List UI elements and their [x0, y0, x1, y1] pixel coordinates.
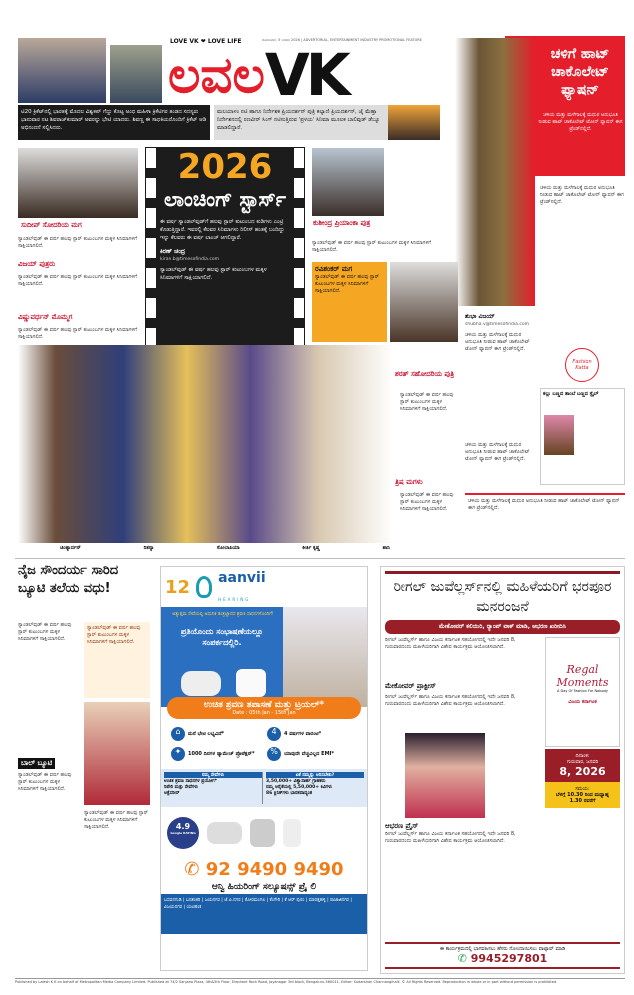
section-label: ಶರತ್ ಸಹೋದರಿಯ ಪುತ್ರಿ — [395, 370, 455, 378]
four-icon: 4 — [267, 727, 281, 741]
bride-photo — [84, 702, 150, 805]
beauty-body: ಸ್ಯಾಂಡಲ್‌ವುಡ್ ಈ ವರ್ಷ ಹಲವು ಸ್ಟಾರ್ ಕುಟುಂಬಗಳ ಮಕ್ಕಳ ಸಿನಿಮಾಗಳಿಗೆ ಸಾಕ್ಷಿಯಾಗಲಿದೆ. — [18, 622, 72, 642]
offer-title: ಉಚಿತ ಶ್ರವಣ ತಪಾಸಣೆ ಮತ್ತು ಟ್ರಯಲ್* — [203, 700, 325, 710]
ad-tag1: ಅತ್ಯುತ್ತಮ ಸೇವೆಯಲ್ಲಿ ಅಧುನಿಕ ತಂತ್ರಜ್ಞಾನದ ಶ್ರವಣ ಸಾಧನಗಳೊಂದಿಗೆ! — [172, 612, 274, 617]
ear-icon — [196, 576, 212, 598]
feature-title: ಲಾಂಚಿಂಗ್ ಸ್ಟಾರ್ಸ್ — [163, 187, 287, 211]
event-time-box: ಸಮಯ: ಬೆಳಗ್ಗೆ 10.30 ರಿಂದ ಮಧ್ಯಾಹ್ನ 1.30 ರವರೆಗೆ — [545, 782, 620, 808]
fashion-byline: ಶುಭಾ ವಿಜಯ್ — [465, 313, 495, 320]
model-photo — [455, 38, 535, 306]
star-name: ಚಿಂತ್ಯಾರ್ದನ್ — [60, 545, 81, 551]
event-date-box: ದಿನಾಂಕ: ಗುರುವಾರ, ಜನವರಿ 8, 2026 — [545, 749, 620, 782]
dateline: ಸೋಮವಾರ, 5 ಜನವರಿ 2026 | ADVERTORIAL, ENTERTAINMENT INDUSTRY PROMOTIONAL FEATURE — [262, 38, 422, 42]
regal-body: ರೀಗಲ್ ಜುವೆಲ್ಲರ್ಸ್ ಹಾಗೂ ವಿಜಯ ಕರ್ನಾಟಕ ಸಹಯೋಗದಲ್ಲಿ ಇದೇ ಜನವರಿ 8, ಗುರುವಾರದಂದು ಮಹಿಳೆಯರಿಗಾಗಿ ವಿಶೇಷ ಕಾರ್ಯಕ್ರಮ ಆಯೋಜಿಸಲಾಗಿದೆ. — [385, 637, 516, 650]
logo — [168, 46, 458, 104]
regal-body: ರೀಗಲ್ ಜುವೆಲ್ಲರ್ಸ್ ಹಾಗೂ ವಿಜಯ ಕರ್ನಾಟಕ ಸಹಯೋಗದಲ್ಲಿ ಇದೇ ಜನವರಿ 8, ಗುರುವಾರದಂದು ಮಹಿಳೆಯರಿಗಾಗಿ ವಿಶೇಷ ಕಾರ್ಯಕ್ರಮ ಆಯೋಜಿಸಲಾಗಿದೆ. — [385, 831, 516, 844]
regal-subhead: ಆಭರಣ ಪ್ರೈಸ್ — [385, 822, 419, 830]
article-text: ಸ್ಯಾಂಡಲ್‌ವುಡ್ ಈ ವರ್ಷ ಹಲವು ಸ್ಟಾರ್ ಕುಟುಂಬಗಳ ಮಕ್ಕಳ ಸಿನಿಮಾಗಳಿಗೆ ಸಾಕ್ಷಿಯಾಗಲಿದೆ. — [315, 274, 379, 294]
star-name: ಸೋಲಾಪಿಯಾ — [216, 545, 240, 551]
section-label: ವಿಷ್ಣುವರ್ಧನ್ ಮೊಮ್ಮಗ — [18, 313, 73, 321]
bulb-icon: ✦ — [171, 747, 185, 761]
fashion-email: shubha.v@timesofindia.com — [465, 322, 529, 327]
locations: ಬಸವನಗುಡಿ | ಬನಶಂಕರಿ | ಜಯನಗರ | ಜೆ.ಪಿ.ನಗರ | ಕೋರಮಂಗಲ | ಕೆಂಗೇರಿ | ಕೆ ಆರ್ ಪುರಂ | ಮಾರತ್ತಹಳ್ಳಿ | ರಾಜಾಜಿನಗರ | ವಿಜಯನಗರ | ಯಲಹಂಕ — [161, 894, 367, 934]
fashion-body: ಚಳಿಯ ಮತ್ತು ಮಳೆಗಾಲಕ್ಕೆ ಮಧುರ ಅನುಭೂತಿ ನೀಡುವ ಹಾಟ್ ಚಾಕೊಲೇಟ್ ಟೋನ್ ಫ್ಯಾಷನ್ ಈಗ ಟ್ರೆಂಡ್‌ನಲ್ಲಿದೆ. — [468, 498, 620, 511]
cricket-caption: ಟಿ20 ಕ್ರಿಕೆಟ್‌ನಲ್ಲಿ ಭಾರತಕ್ಕೆ ಮೊದಲ ವಿಶ್ವಕಪ್ ಗೆದ್ದು ಕೊಟ್ಟ ಅಂಧ ಮಹಿಳಾ ಕ್ರಿಕೆಟಿಗರ ತಂಡದ ಸದಸ್ಯರು ಭಾನುವಾರ ನಟ ಶಿವರಾಜ್‌ಕುಮಾರ್ ಅವರನ್ನು ಭೇಟಿ ಯಾದರು. ಶಿವಣ್ಣ ಈ ಸಾಧಕಿಯರೊಂದಿಗೆ ಕ್ರಿಕೆಟ್ ಆಡಿ ಅಭಿನಂದನೆ ಸಲ್ಲಿಸಿದರು. — [18, 105, 210, 140]
section-label: ವಿಜಯ್ ಪುತ್ರರು — [18, 260, 56, 268]
star-name: ಕೀರ್ತಿ ಕೃಷ್ಣ — [302, 545, 320, 551]
aanvii-ad: 12 aanvii HEARING ಅತ್ಯುತ್ತಮ ಸೇವೆಯಲ್ಲಿ ಅಧುನಿಕ ತಂತ್ರಜ್ಞಾನದ ಶ್ರವಣ ಸಾಧನಗಳೊಂದಿಗೆ! ಪ್ರತಿಯೊಂದು ಸಂಭಾಷಣೆಯಲ್ಲೂ ಸಂಪರ್ಕದಲ್ಲಿರಿ. ಉಚಿತ ಶ್ರವಣ ತಪಾಸಣೆ ಮತ್ತು ಟ್ರಯಲ್* Date : 05th Jan - 15th Jan ⌂ ಮನೆ ಭೇಟಿ ಲಭ್ಯವಿದೆ* 4 4 ವರ್ಷಗಳ ವಾರಂಟಿ* ✦ 1000 ದಿನಗಳ ಡ್ಯಾಮೇಜ್ ಪ್ರೊಟೆಕ್ಷನ್* % ಯಾವುದೇ ವೆಚ್ಚವಿಲ್ಲದ EMI* ನಮ್ಮ ಸೇವೆಗಳು ಉಚಿತ ಶ್ರವಣ ಸಾಧನಗಳ ಪ್ರಯೋಗ* ರಿಪೇರಿ ಮತ್ತು ಸೇವೆಗಳು ಆಕ್ಸೆಸರೀಸ್ ಏಕೆ ನಮ್ಮನ್ನು ಆರಿಸಬೇಕು? 3,50,000+ ವಿಶ್ವಾಸಾರ್ಹ ಗ್ರಾಹಕರು ನಮ್ಮ ಆರೈಕೆಯಲ್ಲಿ 5,50,000+ ಕಿವಿಗಳು 86 ಕ್ಲಿನಿಕ್‌ಗಳು ಭಾರತದಾದ್ಯಂತ 4.9 Google RATING ✆ 92 9490 9490 ಆನ್ವಿ ಹಿಯರಿಂಗ್ ಸಲ್ಯೂಷನ್ಸ್ ಪ್ರೈ ಲಿ ಬಸವನಗುಡಿ | ಬನಶಂಕರಿ | ಜಯನಗರ | ಜೆ.ಪಿ.ನಗರ | ಕೋರಮಂಗಲ | ಕೆಂಗೇರಿ | ಕೆ ಆರ್ ಪುರಂ | ಮಾರತ್ತಹಳ್ಳಿ | ರಾಜಾಜಿನಗರ | ವಿಜಯನಗರ | ಯಲಹಂಕ — [160, 566, 368, 971]
byline-email: kiran.b@timesofindia.com — [160, 257, 219, 262]
fashion-body: ಚಳಿಯ ಮತ್ತು ಮಳೆಗಾಲಕ್ಕೆ ಮಧುರ ಅನುಭೂತಿ ನೀಡುವ ಹಾಟ್ ಚಾಕೊಲೇಟ್ ಟೋನ್ ಫ್ಯಾಷನ್ ಈಗ ಟ್ರೆಂಡ್‌ನಲ್ಲಿದೆ. — [465, 332, 530, 352]
star-name: ರಿತನ್ಯಾ — [143, 545, 155, 551]
section-label: ಕುಶೀಂದ್ರ ಪ್ರಿಯಾಂಕಾ ಪುತ್ರ — [312, 218, 452, 229]
launch-stars-photo — [18, 345, 393, 543]
feature-intro: ಈ ವರ್ಷ ಸ್ಯಾಂಡಲ್‌ವುಡ್‌ಗೆ ಹಲವು ಸ್ಟಾರ್ ಕುಟುಂಬದ ಕುಡಿಗಳು ಎಂಟ್ರಿ ಕೊಡುತ್ತಿದ್ದಾರೆ. ಇವರಲ್ಲಿ ಕೆಲವರ ಸಿನಿಮಾಗಳು ರಿಲೀಸ್ ಹಂತಕ್ಕೆ ಬಂದಿದ್ದು ಇನ್ನು ಕೆಲವರು ಈ ವರ್ಷ ಲಾಂಚ್ ಆಗಲಿದ್ದಾರೆ. — [160, 219, 285, 241]
regal-headline: ರೀಗಲ್ ಜುವೆಲ್ಲರ್ಸ್‌ನಲ್ಲಿ ಮಹಿಳೆಯರಿಗೆ ಭರಪೂರ ಮನರಂಜನೆ — [393, 579, 612, 615]
imprint: Published by Lalesh K K on behalf of Metropolitan Media Company Limited. Published at 74/2 Sanjana Plaza, 4th&5th Floor, Elephant Rock Road, Jayanagar 3rd block, Bengaluru-560011. Editor: Sudarshan Channangihalli. © All Rights Reserved. Reproduction in whole or in part without permission is prohibited. — [15, 978, 625, 985]
regal-moments-logo: Regal Moments A Day Of Fashion For Nobody ವಿಜಯ ಕರ್ನಾಟಕ — [545, 637, 620, 747]
percent-icon: % — [267, 747, 281, 761]
fashion-katta-logo: Fashion Katta — [565, 348, 599, 382]
fashion-note-box — [540, 388, 625, 485]
article-text: ಸ್ಯಾಂಡಲ್‌ವುಡ್ ಈ ವರ್ಷ ಹಲವು ಸ್ಟಾರ್ ಕುಟುಂಬಗಳ ಮಕ್ಕಳ ಸಿನಿಮಾಗಳಿಗೆ ಸಾಕ್ಷಿಯಾಗಲಿದೆ. — [18, 236, 137, 249]
brand-sub: HEARING — [218, 596, 251, 602]
feature-body: ಸ್ಯಾಂಡಲ್‌ವುಡ್ ಈ ವರ್ಷ ಹಲವು ಸ್ಟಾರ್ ಕುಟುಂಬಗಳ ಮಕ್ಕಳ ಸಿನಿಮಾಗಳಿಗೆ ಸಾಕ್ಷಿಯಾಗಲಿದೆ. — [160, 267, 267, 281]
sudeep-nephew-photo — [18, 148, 138, 218]
couple-photo — [283, 607, 368, 707]
google-rating-badge: 4.9 Google RATING — [167, 817, 199, 849]
regal-article — [380, 566, 625, 974]
star-names — [60, 545, 390, 551]
phone-icon: ✆ — [184, 859, 206, 880]
ravishankar-box — [312, 262, 387, 342]
fashion-body: ಚಳಿಯ ಮತ್ತು ಮಳೆಗಾಲಕ್ಕೆ ಮಧುರ ಅನುಭೂತಿ ನೀಡುವ ಹಾಟ್ ಚಾಕೊಲೇಟ್ ಟೋನ್ ಫ್ಯಾಷನ್ ಈಗ ಟ್ರೆಂಡ್‌ನಲ್ಲಿದೆ. — [465, 442, 530, 462]
fashion-article: ಚಳಿಯ ಮತ್ತು ಮಳೆಗಾಲಕ್ಕೆ ಮಧುರ ಅನುಭೂತಿ ನೀಡುವ ಹಾಟ್ ಚಾಕೊಲೇಟ್ ಟೋನ್ ಫ್ಯಾಷನ್ ಈಗ ಟ್ರೆಂಡ್‌ನಲ್ಲಿದೆ. — [540, 185, 624, 205]
section-label: ತ್ರಿಷ ಮಗಳು — [395, 478, 423, 486]
article-text: ಸ್ಯಾಂಡಲ್‌ವುಡ್ ಈ ವರ್ಷ ಹಲವು ಸ್ಟಾರ್ ಕುಟುಂಬಗಳ ಮಕ್ಕಳ ಸಿನಿಮಾಗಳಿಗೆ ಸಾಕ್ಷಿಯಾಗಲಿದೆ. — [18, 274, 137, 287]
regal-body: ರೀಗಲ್ ಜುವೆಲ್ಲರ್ಸ್ ಹಾಗೂ ವಿಜಯ ಕರ್ನಾಟಕ ಸಹಯೋಗದಲ್ಲಿ ಇದೇ ಜನವರಿ 8, ಗುರುವಾರದಂದು ಮಹಿಳೆಯರಿಗಾಗಿ ವಿಶೇಷ ಕಾರ್ಯಕ್ರಮ ಆಯೋಜಿಸಲಾಗಿದೆ. — [385, 694, 516, 707]
offer-date: Date : 05th Jan - 15th Jan — [232, 710, 296, 716]
cricket-photo-2 — [110, 45, 162, 103]
article-text: ಸ್ಯಾಂಡಲ್‌ವುಡ್ ಈ ವರ್ಷ ಹಲವು ಸ್ಟಾರ್ ಕುಟುಂಬಗಳ ಮಕ್ಕಳ ಸಿನಿಮಾಗಳಿಗೆ ಸಾಕ್ಷಿಯಾಗಲಿದೆ. — [400, 392, 454, 412]
article-text: ಸ್ಯಾಂಡಲ್‌ವುಡ್ ಈ ವರ್ಷ ಹಲವು ಸ್ಟಾರ್ ಕುಟುಂಬಗಳ ಮಕ್ಕಳ ಸಿನಿಮಾಗಳಿಗೆ ಸಾಕ್ಷಿಯಾಗಲಿದೆ. — [18, 327, 137, 340]
priyanka-son-photo — [312, 148, 384, 216]
anniversary-badge: 12 — [165, 576, 191, 598]
article-text: ಸ್ಯಾಂಡಲ್‌ವುಡ್ ಈ ವರ್ಷ ಹಲವು ಸ್ಟಾರ್ ಕುಟುಂಬಗಳ ಮಕ್ಕಳ ಸಿನಿಮಾಗಳಿಗೆ ಸಾಕ್ಷಿಯಾಗಲಿದೆ. — [400, 492, 454, 512]
whatsapp-icon: ✆ — [457, 952, 471, 965]
beauty-quote-box — [84, 622, 150, 698]
model-photo — [405, 733, 485, 818]
kalyani-caption: ಮಲಯಾಳಂ ನಟಿ ಹಾಗೂ ನಿರ್ದೇಶಕ ಪ್ರಿಯದರ್ಶನ್ ಪುತ್ರಿ ಕಲ್ಯಾಣಿ ಪ್ರಿಯದರ್ಶನ್, ಜೈ ಮೆಹ್ತಾ ನಿರ್ದೇಶನದಲ್ಲಿ ರಣವೀರ್ ಸಿಂಗ್ ನಟಿಸುತ್ತಿರುವ 'ಪ್ರಳಯ' ಸಿನಿಮಾ ಮೂಲಕ ಬಾಲಿವುಡ್ ಡೆಬ್ಯೂ ಮಾಡಲಿದ್ದಾರೆ. — [214, 105, 388, 140]
byline: ಕಿರಣ್ ಚಂದ್ರ — [160, 248, 186, 255]
star-name: ಶಾನಿ — [382, 545, 390, 551]
tagline: LOVE VK ❤ LOVE LIFE — [170, 38, 242, 45]
ad-tag2: ಪ್ರತಿಯೊಂದು ಸಂಭಾಷಣೆಯಲ್ಲೂ ಸಂಪರ್ಕದಲ್ಲಿರಿ. — [180, 627, 264, 647]
hearing-aid-icon — [250, 819, 275, 847]
section-label: ರವಿಶಂಕರ್ ಮಗ — [315, 265, 353, 273]
fashion-intro: ಚಳಿಯ ಮತ್ತು ಮಳೆಗಾಲಕ್ಕೆ ಮಧುರ ಅನುಭೂತಿ ನೀಡುವ ಹಾಟ್ ಚಾಕೊಲೇಟ್ ಟೋನ್ ಫ್ಯಾಷನ್ ಈಗ ಟ್ರೆಂಡ್‌ನಲ್ಲಿದೆ. — [538, 112, 623, 132]
company-name: ಆನ್ವಿ ಹಿಯರಿಂಗ್ ಸಲ್ಯೂಷನ್ಸ್ ಪ್ರೈ ಲಿ — [211, 882, 317, 892]
feature-item: 4 4 ವರ್ಷಗಳ ವಾರಂಟಿ* — [267, 727, 357, 741]
logo-kannada: ಲವಲ — [168, 46, 265, 104]
fashion-note-photo — [544, 415, 574, 455]
hearing-aid-icon — [283, 819, 301, 847]
logo-vk: VK — [264, 46, 347, 104]
beauty-subhead: ಬಾಲ್ ಬ್ಯೂಟಿ — [18, 758, 55, 769]
fashion-note: ಕಲ್ಲು ಬಣ್ಣದ ತಾಂಬೆ ಬಣ್ಣದ ಸ್ಟೈಲ್ — [543, 391, 599, 397]
red-hot-box — [465, 493, 625, 551]
beauty-quote: ಸ್ಯಾಂಡಲ್‌ವುಡ್ ಈ ವರ್ಷ ಹಲವು ಸ್ಟಾರ್ ಕುಟುಂಬಗಳ ಮಕ್ಕಳ ಸಿನಿಮಾಗಳಿಗೆ ಸಾಕ್ಷಿಯಾಗಲಿದೆ. — [87, 625, 141, 645]
regal-phone[interactable]: ✆ 9945297801 — [457, 952, 548, 965]
year: 2026 — [177, 148, 273, 187]
beauty-body: ಸ್ಯಾಂಡಲ್‌ವುಡ್ ಈ ವರ್ಷ ಹಲವು ಸ್ಟಾರ್ ಕುಟುಂಬಗಳ ಮಕ್ಕಳ ಸಿನಿಮಾಗಳಿಗೆ ಸಾಕ್ಷಿಯಾಗಲಿದೆ. — [18, 772, 72, 792]
cricket-photo — [18, 38, 106, 103]
section-label: ಸುದೀಪ್ ಸೋದರಿಯ ಮಗ — [18, 220, 138, 231]
hearing-aid-icon — [207, 822, 242, 844]
why-title: ಏಕೆ ನಮ್ಮನ್ನು ಆರಿಸಬೇಕು? — [266, 772, 364, 778]
feature-item: ⌂ ಮನೆ ಭೇಟಿ ಲಭ್ಯವಿದೆ* — [171, 727, 261, 741]
ad-phone[interactable]: ✆ 92 9490 9490 — [184, 859, 344, 880]
beauty-body: ಸ್ಯಾಂಡಲ್‌ವುಡ್ ಈ ವರ್ಷ ಹಲವು ಸ್ಟಾರ್ ಕುಟುಂಬಗಳ ಮಕ್ಕಳ ಸಿನಿಮಾಗಳಿಗೆ ಸಾಕ್ಷಿಯಾಗಲಿದೆ. — [84, 810, 148, 830]
regal-ribbon: ಮೇಕೋವರ್ ಕಲಿಯಿರಿ, ರ್‍ಯಾಂಪ್ ವಾಕ್ ಮಾಡಿ, ಆಭರಣ ಖರೀದಿಸಿ — [385, 620, 620, 634]
regal-subhead: ಮೇಕೋವರ್ ಪ್ರಾಕ್ಟೀಸ್ — [385, 682, 436, 690]
offer-pill — [167, 697, 361, 719]
brand-name: aanvii — [218, 569, 266, 586]
earbuds-icon — [181, 671, 221, 696]
article-text: ಸ್ಯಾಂಡಲ್‌ವುಡ್ ಈ ವರ್ಷ ಹಲವು ಸ್ಟಾರ್ ಕುಟುಂಬಗಳ ಮಕ್ಕಳ ಸಿನಿಮಾಗಳಿಗೆ ಸಾಕ್ಷಿಯಾಗಲಿದೆ. — [312, 240, 431, 253]
feature-item: % ಯಾವುದೇ ವೆಚ್ಚವಿಲ್ಲದ EMI* — [267, 747, 357, 761]
services-title: ನಮ್ಮ ಸೇವೆಗಳು — [164, 772, 262, 778]
home-icon: ⌂ — [171, 727, 185, 741]
kalyani-photo — [388, 105, 440, 140]
feature-item: ✦ 1000 ದಿನಗಳ ಡ್ಯಾಮೇಜ್ ಪ್ರೊಟೆಕ್ಷನ್* — [171, 747, 261, 761]
fashion-headline: ಚಳಿಗೆ ಹಾಟ್ ಚಾಕೊಲೇಟ್ ಫ್ಯಾಷನ್ — [550, 46, 610, 98]
beauty-headline: ನೈಜ ಸೌಂದರ್ಯ ಸಾರಿದ ಬ್ಯೂಟಿ ತಲೆಯ ವಧು! — [18, 563, 119, 596]
ravishankar-son-photo — [390, 262, 458, 342]
regal-footer-text: ಈ ಕಾರ್ಯಕ್ರಮದಲ್ಲಿ ಭಾಗವಹಿಸಲು ಹೆಸರು ನೋಂದಾಯಿಸಲು ವಾಟ್ಸಾಪ್ ಮಾಡಿ — [439, 946, 566, 952]
earbuds-icon — [236, 669, 266, 697]
